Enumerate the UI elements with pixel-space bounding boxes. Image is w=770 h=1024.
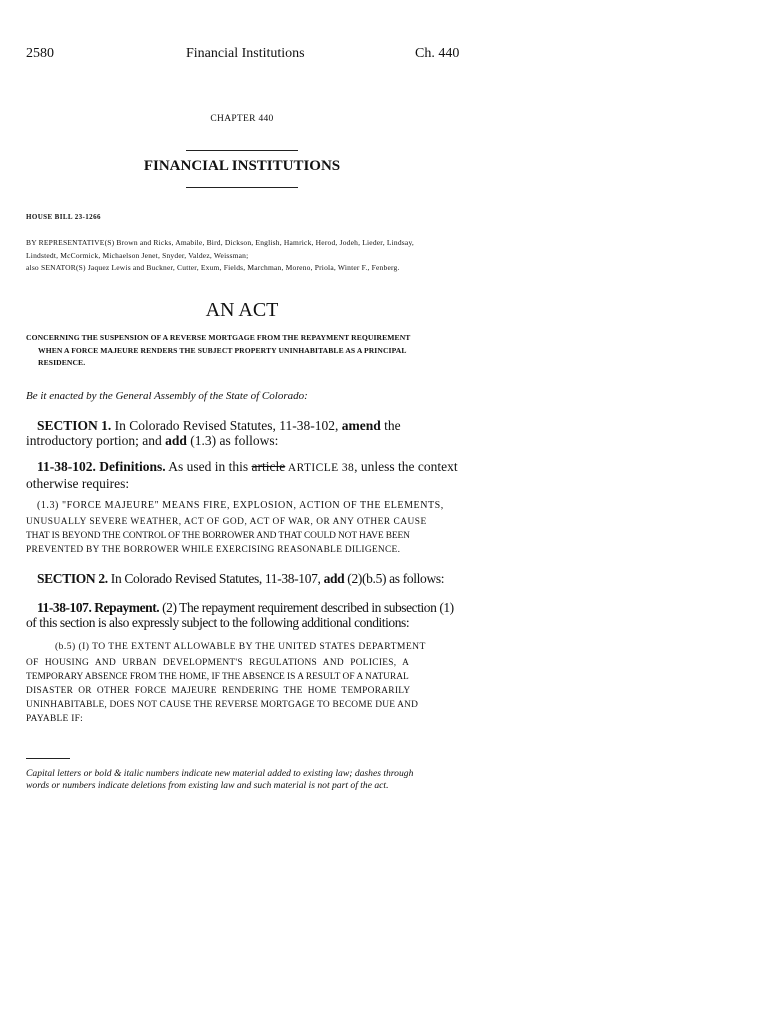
- concerning-line-2: WHEN A FORCE MAJEURE RENDERS THE SUBJECT PROPERTY UNINHABITABLE AS A PRINCIPAL: [38, 346, 407, 355]
- repayment-heading: 11-38-107. Repayment.: [37, 600, 160, 615]
- b5-line-3: TEMPORARY ABSENCE FROM THE HOME, IF THE ABSENCE IS A RESULT OF A NATURAL: [26, 672, 409, 682]
- section-2-add-keyword: add: [323, 571, 345, 586]
- sponsors-line-1: BY REPRESENTATIVE(S) Brown and Ricks, Amabile, Bird, Dickson, English, Hamrick, Herod, Jodeh, Lieder, Lindsay,: [26, 238, 414, 247]
- deleted-word: article: [251, 459, 286, 474]
- footnote-line-2: words or numbers indicate deletions from existing law and such material is not part of the act.: [26, 780, 389, 791]
- force-majeure-line-2: UNUSUALLY SEVERE WEATHER, ACT OF GOD, ACT OF WAR, OR ANY OTHER CAUSE: [26, 517, 427, 527]
- page-number: 2580: [26, 46, 54, 61]
- enacting-clause: Be it enacted by the General Assembly of the State of Colorado:: [26, 390, 308, 402]
- running-title: Financial Institutions: [186, 46, 305, 61]
- chapter-reference: Ch. 440: [415, 46, 460, 61]
- b5-line-5: UNINHABITABLE, DOES NOT CAUSE THE REVERSE MORTGAGE TO BECOME DUE AND: [26, 700, 419, 710]
- title-rule-top: [186, 150, 298, 151]
- add-keyword: add: [165, 433, 187, 448]
- b5-line-6: PAYABLE IF:: [26, 714, 84, 724]
- force-majeure-line-3: THAT IS BEYOND THE CONTROL OF THE BORROWER AND THAT COULD NOT HAVE BEEN: [26, 531, 410, 541]
- definitions-paragraph: 11-38-102. Definitions. As used in this article ARTICLE 38, unless the context otherwise requires:: [26, 459, 458, 491]
- section-2-paragraph: SECTION 2. In Colorado Revised Statutes, 11-38-107, add (2)(b.5) as follows:: [37, 571, 445, 586]
- section-2-heading: SECTION 2.: [37, 571, 108, 586]
- sponsors-line-3: also SENATOR(S) Jaquez Lewis and Buckner, Cutter, Exum, Fields, Marchman, Moreno, Priola, Winter F., Fenberg.: [26, 263, 400, 272]
- footnote-rule: [26, 758, 70, 759]
- chapter-title: FINANCIAL INSTITUTIONS: [143, 158, 341, 174]
- bill-number: HOUSE BILL 23-1266: [26, 213, 101, 221]
- act-title: AN ACT: [205, 299, 279, 321]
- footnote-line-1: Capital letters or bold & italic numbers indicate new material added to existing law; dashes through: [26, 768, 414, 779]
- concerning-line-3: RESIDENCE.: [38, 358, 86, 367]
- b5-line-2: OF HOUSING AND URBAN DEVELOPMENT'S REGULATIONS AND POLICIES, A: [26, 658, 410, 668]
- added-word: ARTICLE 38: [285, 462, 355, 474]
- force-majeure-line-4: PREVENTED BY THE BORROWER WHILE EXERCISING REASONABLE DILIGENCE.: [26, 545, 401, 555]
- chapter-label: CHAPTER 440: [210, 114, 274, 124]
- title-rule-bottom: [186, 187, 298, 188]
- amend-keyword: amend: [341, 418, 381, 433]
- definitions-heading: 11-38-102. Definitions.: [37, 459, 166, 474]
- section-1-heading: SECTION 1.: [37, 418, 112, 433]
- section-1-paragraph: SECTION 1. In Colorado Revised Statutes, 11-38-102, amend the introductory portion; and add (1.3) as follows:: [26, 418, 401, 448]
- sponsors-line-2: Lindstedt, McCormick, Michaelson Jenet, Snyder, Valdez, Weissman;: [26, 251, 249, 260]
- b5-line-1: (b.5) (I) TO THE EXTENT ALLOWABLE BY THE UNITED STATES DEPARTMENT: [55, 641, 426, 652]
- concerning-line-1: CONCERNING THE SUSPENSION OF A REVERSE MORTGAGE FROM THE REPAYMENT REQUIREMENT: [26, 333, 411, 342]
- repayment-paragraph: 11-38-107. Repayment. (2) The repayment requirement described in subsection (1) of this section is also expressly subject to the following additional conditions:: [26, 600, 454, 630]
- b5-line-4: DISASTER OR OTHER FORCE MAJEURE RENDERING THE HOME TEMPORARILY: [26, 686, 411, 696]
- force-majeure-line-1: (1.3) "FORCE MAJEURE" MEANS FIRE, EXPLOSION, ACTION OF THE ELEMENTS,: [37, 500, 444, 511]
